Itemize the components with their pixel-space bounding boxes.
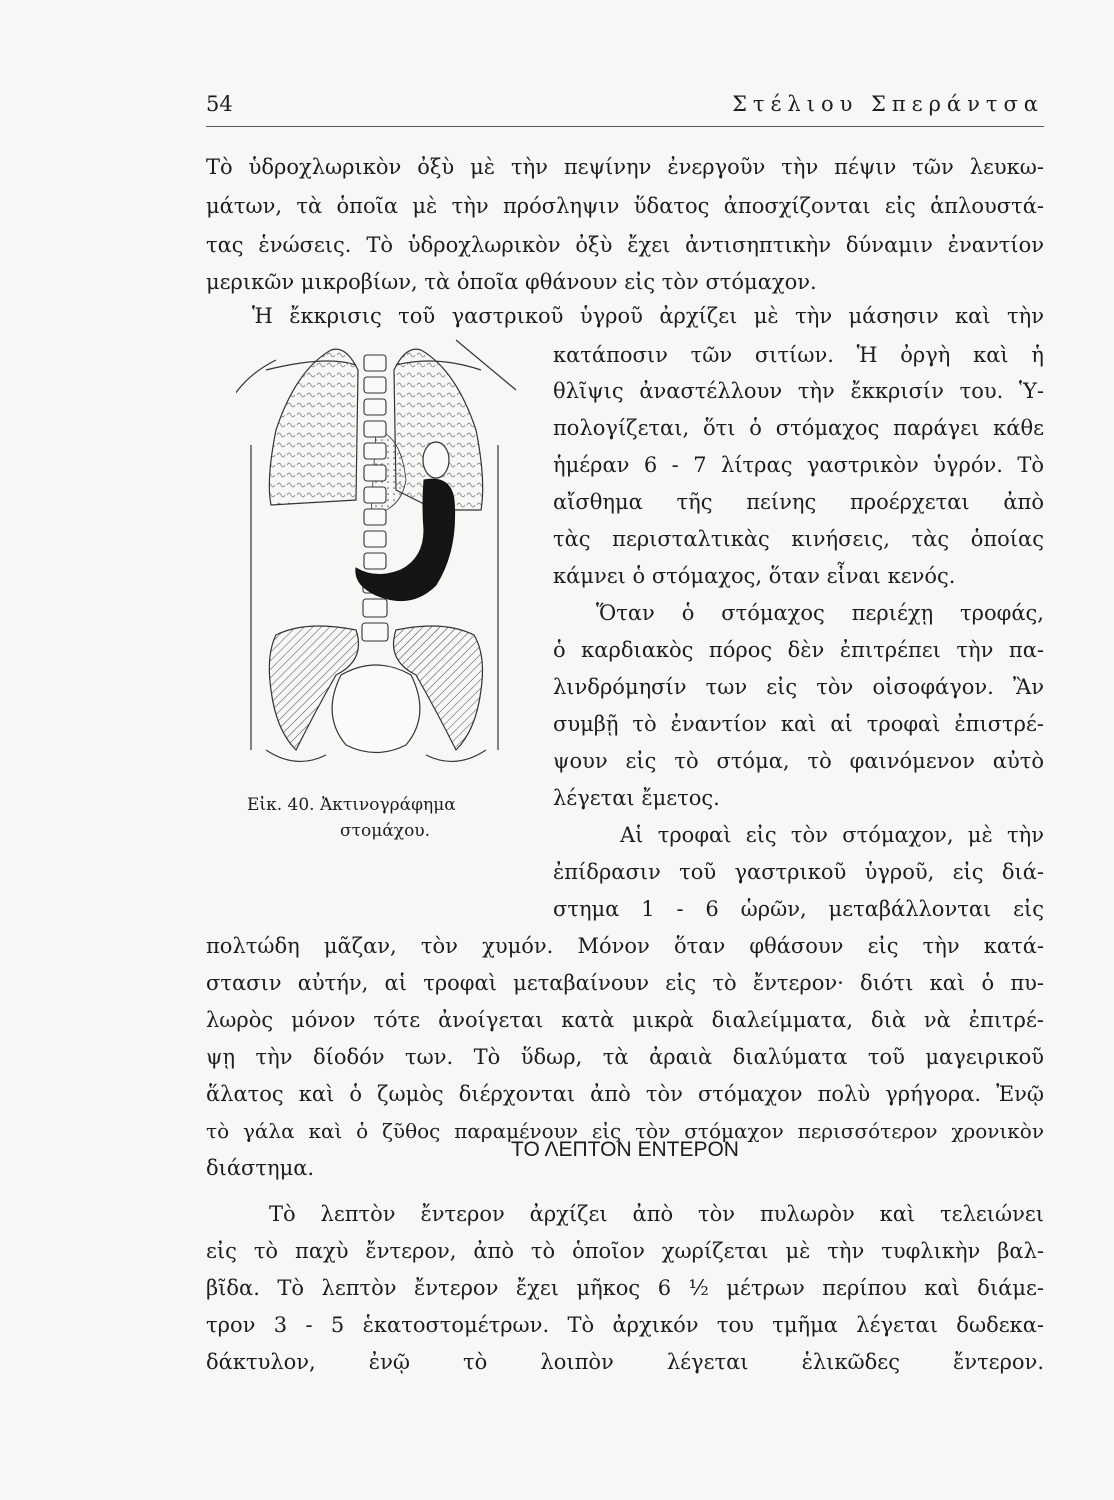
text-line: μερικῶν μικροβίων, τὰ ὁποῖα φθάνουν εἰς τὸν στόμαχον. (206, 270, 817, 294)
text-line: θλῖψις ἀναστέλλουν τὴν ἔκκρισίν του. Ὑ- (553, 379, 1044, 403)
text-line: συμβῇ τὸ ἐναντίον καὶ αἱ τροφαὶ ἐπιστρέ- (553, 712, 1044, 736)
figure-caption: στομάχου. (340, 821, 431, 841)
section-title: ΤΟ ΛΕΠΤΟΝ ΕΝΤΕΡΟΝ (511, 1138, 739, 1161)
text-line: κατάποσιν τῶν σιτίων. Ἡ ὀργὴ καὶ ἡ (553, 343, 1044, 367)
text-line: κάμνει ὁ στόμαχος, ὅταν εἶναι κενός. (553, 564, 956, 588)
text-line: Αἱ τροφαὶ εἰς τὸν στόμαχον, μὲ τὴν (620, 823, 1044, 847)
text-line: ἐπίδρασιν τοῦ γαστρικοῦ ὑγροῦ, εἰς διά- (553, 860, 1044, 884)
text-line: Τὸ ὑδροχλωρικὸν ὀξὺ μὲ τὴν πεψίνην ἐνεργοῦν τὴν πέψιν τῶν λευκω- (206, 155, 1044, 179)
text-line: μάτων, τὰ ὁποῖα μὲ τὴν πρόσληψιν ὕδατος ἀποσχίζονται εἰς ἁπλουστά- (206, 194, 1044, 218)
figure-caption: Εἰκ. 40. Ἀκτινογράφημα (247, 795, 456, 815)
text-line: τας ἑνώσεις. Τὸ ὑδροχλωρικὸν ὀξὺ ἔχει ἀντισηπτικὴν δύναμιν ἐναντίον (206, 233, 1044, 257)
text-line: ἡμέραν 6 - 7 λίτρας γαστρικὸν ὑγρόν. Τὸ (553, 453, 1044, 477)
text-line: Τὸ λεπτὸν ἔντερον ἀρχίζει ἀπὸ τὸν πυλωρὸν καὶ τελειώνει (269, 1202, 1044, 1226)
running-head-author: Στέλιου Σπεράντσα (732, 92, 1044, 116)
text-line: ἅλατος καὶ ὁ ζωμὸς διέρχονται ἀπὸ τὸν στόμαχον πολὺ γρήγορα. Ἐνῷ (206, 1082, 1044, 1106)
text-line: Ἡ ἔκκρισις τοῦ γαστρικοῦ ὑγροῦ ἀρχίζει μὲ τὴν μάσησιν καὶ τὴν (252, 304, 1044, 328)
text-line: τὰς περισταλτικὰς κινήσεις, τὰς ὁποίας (553, 527, 1044, 551)
text-line: λινδρόμησίν των εἰς τὸν οἰσοφάγον. Ἂν (553, 675, 1044, 699)
page-header (206, 92, 1044, 127)
text-line: δάκτυλον, ἐνῷ τὸ λοιπὸν λέγεται ἑλικῶδες ἔντερον. (206, 1350, 1044, 1374)
text-line: εἰς τὸ παχὺ ἔντερον, ἀπὸ τὸ ὁποῖον χωρίζεται μὲ τὴν τυφλικὴν βαλ- (206, 1239, 1044, 1263)
text-line: στημα 1 - 6 ὡρῶν, μεταβάλλονται εἰς (553, 897, 1044, 921)
text-line: Ὅταν ὁ στόμαχος περιέχῃ τροφάς, (596, 601, 1044, 625)
text-line: πολογίζεται, ὅτι ὁ στόμαχος παράγει κάθε (553, 416, 1044, 440)
text-line: πολτώδη μᾶζαν, τὸν χυμόν. Μόνον ὅταν φθάσουν εἰς τὴν κατά- (206, 934, 1044, 958)
stomach-xray-illustration (236, 330, 526, 780)
text-line: ὁ καρδιακὸς πόρος δὲν ἐπιτρέπει τὴν πα- (553, 638, 1044, 662)
page-number: 54 (206, 92, 233, 116)
text-line: βῖδα. Τὸ λεπτὸν ἔντερον ἔχει μῆκος 6 ½ μέτρων περίπου καὶ διάμε- (206, 1276, 1044, 1300)
text-line: τρον 3 - 5 ἑκατοστομέτρων. Τὸ ἀρχικόν του τμῆμα λέγεται δωδεκα- (206, 1313, 1044, 1337)
text-line: αἴσθημα τῆς πείνης προέρχεται ἀπὸ (553, 490, 1044, 514)
text-line: ψουν εἰς τὸ στόμα, τὸ φαινόμενον αὐτὸ (553, 749, 1044, 773)
text-line: διάστημα. (206, 1156, 315, 1180)
text-line: λωρὸς μόνον τότε ἀνοίγεται κατὰ μικρὰ διαλείμματα, διὰ νὰ ἐπιτρέ- (206, 1008, 1044, 1032)
text-line: ψῃ τὴν δίοδόν των. Τὸ ὕδωρ, τὰ ἀραιὰ διαλύματα τοῦ μαγειρικοῦ (206, 1045, 1044, 1069)
text-line: τὸ γάλα καὶ ὁ ζῦθος παραμένουν εἰς τὸν στόμαχον περισσότερον χρονικὸν (206, 1119, 1044, 1143)
text-line: στασιν αὐτήν, αἱ τροφαὶ μεταβαίνουν εἰς τὸ ἔντερον· διότι καὶ ὁ πυ- (206, 971, 1044, 995)
text-line: λέγεται ἔμετος. (553, 786, 720, 810)
